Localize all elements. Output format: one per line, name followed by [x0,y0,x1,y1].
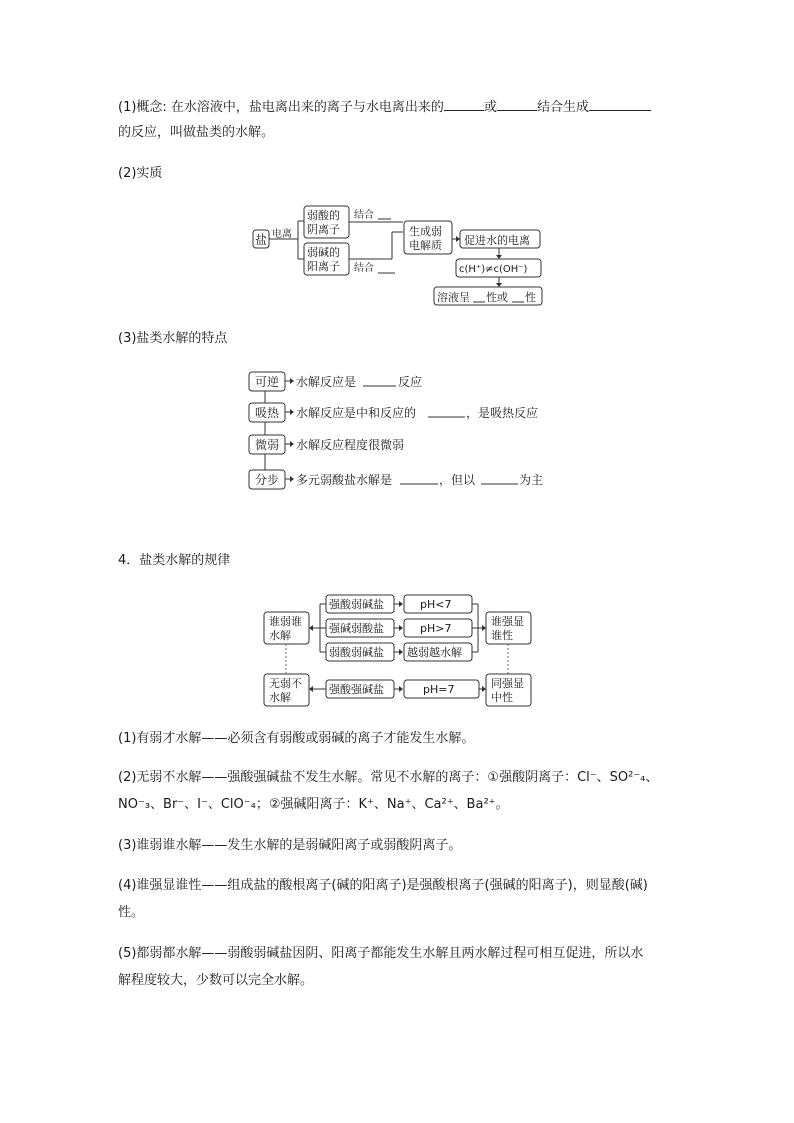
salt-label: 弱酸弱碱盐 [329,646,384,659]
promote-label: 促进水的电离 [464,234,530,247]
rule-paragraph-3: (3)谁弱谁水解——发生水解的是弱碱阳离子或弱酸阴离子。 [118,838,462,853]
result-prefix: 溶液呈 [437,291,470,304]
feature-text: ，但以 [439,473,476,487]
salt-label: 强碱弱酸盐 [329,622,384,635]
result-suffix: 性 [525,291,536,304]
rule-paragraph-1: (1)有弱才水解——必须含有弱酸或弱碱的离子才能发生水解。 [118,731,475,746]
result-mid: 性或 [486,291,508,304]
combine-top: 结合 [354,210,374,221]
concept-prefix: (1)概念: 在水溶液中，盐电离出来的离子与水电离出来的 [118,100,444,115]
ph-label: pH=7 [423,683,455,696]
feature-box-label: 可逆 [255,375,280,389]
feature-box-label: 吸热 [255,406,280,420]
feature-text: 反应 [398,375,423,389]
concept-combine: 结合生成 [536,100,589,115]
rules-heading: 4．盐类水解的规律 [118,553,231,568]
weak-acid-anion-l2: 阴离子 [307,223,340,236]
weak-electrolyte-l1: 生成弱 [409,225,442,238]
inequality-label: c(H⁺)≠c(OH⁻) [459,264,528,275]
rule-paragraph-4a: (4)谁强显谁性——组成盐的酸根离子(碱的阳离子)是强酸根离子(强碱的阳离子)，则显酸(碱) [118,878,648,893]
rule-left-top-l1: 谁弱谁 [269,615,302,628]
salt-label: 强酸强碱盐 [329,683,384,696]
rule-right-bottom-l2: 中性 [491,691,513,704]
weak-acid-anion-l1: 弱酸的 [307,209,340,222]
feature-text: 水解反应是 [296,375,357,389]
concept-line-2: 的反应，叫做盐类的水解。 [118,125,275,140]
salt-label: 盐 [255,233,268,247]
ionize-label: 电离 [272,229,292,240]
feature-text: 水解反应是中和反应的 [296,406,417,420]
rule-paragraph-4b: 性。 [118,905,145,920]
rule-left-top-l2: 水解 [269,629,291,642]
rule-left-bottom-l1: 无弱不 [269,677,302,690]
feature-box-label: 分步 [255,473,280,487]
features-heading: (3)盐类水解的特点 [118,331,228,346]
ph-label: pH<7 [420,598,452,611]
rule-right-top-l2: 谁性 [491,629,513,642]
feature-text: ，是吸热反应 [466,406,539,420]
rule-paragraph-5b: 解程度较大，少数可以完全水解。 [118,973,314,988]
rule-paragraph-2b: NO⁻₃、Br⁻、I⁻、ClO⁻₄；②强碱阳离子：K⁺、Na⁺、Ca²⁺、Ba²⁺。 [118,797,509,812]
ph-label: pH>7 [420,622,452,635]
rule-right-top-l1: 谁强显 [491,615,524,628]
feature-text: 多元弱酸盐水解是 [296,473,393,487]
ph-label: 越弱越水解 [407,646,462,659]
rule-paragraph-2a: (2)无弱不水解——强酸强碱盐不发生水解。常见不水解的离子：①强酸阴离子：Cl⁻、SO²⁻₄、 [118,770,659,785]
rule-paragraph-5a: (5)都弱都水解——弱酸弱碱盐因阴、阳离子都能发生水解且两水解过程可相互促进，所以水 [118,946,644,961]
concept-or: 或 [483,100,497,115]
feature-text: 水解反应程度很微弱 [296,438,405,452]
combine-bottom: 结合 [354,263,374,274]
rule-right-bottom-l1: 同强显 [491,677,524,690]
weak-base-cation-l1: 弱碱的 [307,246,340,259]
feature-box-label: 微弱 [255,438,280,452]
weak-electrolyte-l2: 电解质 [409,239,442,252]
salt-label: 强酸弱碱盐 [329,598,384,611]
rule-left-bottom-l2: 水解 [269,691,291,704]
feature-text: 为主 [519,473,544,487]
essence-heading: (2)实质 [118,166,163,181]
weak-base-cation-l2: 阳离子 [307,260,340,273]
